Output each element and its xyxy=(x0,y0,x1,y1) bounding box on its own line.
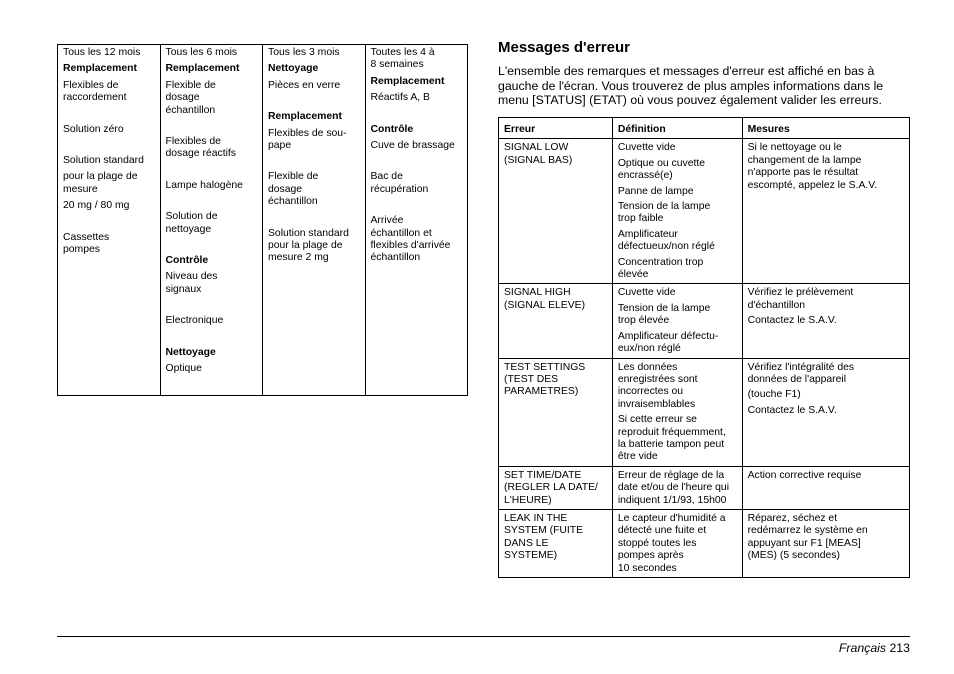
maintenance-column xyxy=(263,45,366,395)
measures-line: Action corrective requise xyxy=(747,469,862,481)
table-row xyxy=(499,466,910,509)
maintenance-heading: Contrôle xyxy=(370,123,414,135)
measures-line: Réparez, séchez et redémarrez le système en appuyant sur F1 [MEAS] (MES) (5 secondes) xyxy=(747,512,868,562)
maintenance-item: pour la plage de mesure xyxy=(63,171,138,195)
maintenance-heading: Remplacement xyxy=(63,63,137,75)
maintenance-heading: Remplacement xyxy=(268,111,342,123)
table-row xyxy=(499,358,910,466)
maintenance-item: Solution standard xyxy=(63,155,144,167)
maintenance-item: Solution standard pour la plage de mesure 2 mg xyxy=(268,227,349,264)
page-number: 213 xyxy=(889,641,910,655)
maintenance-item: Cassettes pompes xyxy=(63,231,110,256)
error-measures xyxy=(742,466,909,509)
maintenance-item: Flexible de dosage échantillon xyxy=(268,171,319,208)
footer-language: Français xyxy=(838,641,887,655)
footer-divider xyxy=(57,636,910,637)
error-definition xyxy=(612,358,742,466)
maintenance-item: 20 mg / 80 mg xyxy=(63,200,130,212)
error-definition xyxy=(612,509,742,577)
maintenance-item: Réactifs A, B xyxy=(370,92,430,104)
maintenance-item: Lampe halogène xyxy=(165,179,243,191)
maintenance-item: Solution zéro xyxy=(63,123,124,135)
measures-line: Vérifiez l'intégralité des données de l'appareil xyxy=(747,361,855,385)
error-measures xyxy=(742,139,909,284)
maintenance-heading: Remplacement xyxy=(370,75,445,87)
error-measures xyxy=(742,284,909,358)
definition-line: Amplificateur défectueux/non réglé xyxy=(617,228,715,253)
page-footer xyxy=(839,641,910,655)
maintenance-item: Optique xyxy=(165,363,202,375)
maintenance-item: Flexibles de sou- pape xyxy=(268,127,347,152)
section-intro: L'ensemble des remarques et messages d'erreur est affiché en bas à gauche de l'écran. Vous trouverez de plus amples informations dans le menu [STATUS] (ETAT) où vous pouvez également valider les erreurs. xyxy=(498,64,884,108)
maintenance-column xyxy=(161,45,264,395)
definition-line: Les données enregistrées sont incorrectes ou invraisemblables xyxy=(617,361,698,410)
definition-line: Concentration trop élevée xyxy=(617,256,704,281)
table-row xyxy=(499,509,910,577)
section-title: Messages d'erreur xyxy=(498,39,630,56)
header-error: Erreur xyxy=(499,118,613,139)
maintenance-heading: Nettoyage xyxy=(165,346,216,358)
definition-line: Tension de la lampe trop élevée xyxy=(617,302,711,327)
measures-line: Contactez le S.A.V. xyxy=(747,404,837,416)
error-code: SET TIME/DATE (REGLER LA DATE/ L'HEURE) xyxy=(499,466,613,509)
definition-line: Erreur de réglage de la date et/ou de l'heure qui indiquent 1/1/93, 15h00 xyxy=(617,469,729,506)
error-definition xyxy=(612,139,742,284)
maintenance-column xyxy=(58,45,161,395)
error-messages-table xyxy=(498,117,910,578)
error-definition xyxy=(612,284,742,358)
error-code: SIGNAL LOW (SIGNAL BAS) xyxy=(499,139,613,284)
table-header-row xyxy=(499,118,910,139)
definition-line: Cuvette vide xyxy=(617,142,676,154)
measures-line: Vérifiez le prélèvement d'échantillon xyxy=(747,287,854,311)
table-row xyxy=(499,139,910,284)
definition-line: Si cette erreur se reproduit fréquemment, la batterie tampon peut être vide xyxy=(617,414,726,463)
measures-line: Contactez le S.A.V. xyxy=(747,315,837,327)
maintenance-item: Tous les 3 mois xyxy=(268,47,340,58)
maintenance-item: Flexibles de dosage réactifs xyxy=(165,136,236,160)
definition-line: Le capteur d'humidité a détecté une fuite et stoppé toutes les pompes après 10 secondes xyxy=(617,512,726,574)
maintenance-heading: Remplacement xyxy=(165,63,240,75)
error-code: LEAK IN THE SYSTEM (FUITE DANS LE SYSTEME) xyxy=(499,509,613,577)
measures-line: Si le nettoyage ou le changement de la lampe n'apporte pas le résultat escompté, appelez le S.A.V. xyxy=(747,142,878,191)
maintenance-item: Electronique xyxy=(165,315,224,327)
maintenance-item: Niveau des signaux xyxy=(165,271,218,295)
error-measures xyxy=(742,358,909,466)
error-measures xyxy=(742,509,909,577)
error-code: TEST SETTINGS (TEST DES PARAMETRES) xyxy=(499,358,613,466)
maintenance-item: Flexibles de raccordement xyxy=(63,79,127,104)
error-code: SIGNAL HIGH (SIGNAL ELEVE) xyxy=(499,284,613,358)
maintenance-heading: Nettoyage xyxy=(268,63,319,75)
error-definition xyxy=(612,466,742,509)
definition-line: Panne de lampe xyxy=(617,185,694,197)
maintenance-item: Toutes les 4 à 8 semaines xyxy=(370,47,435,71)
maintenance-item: Tous les 6 mois xyxy=(165,47,238,58)
maintenance-item: Bac de récupération xyxy=(370,171,429,195)
maintenance-item: Tous les 12 mois xyxy=(63,47,141,58)
maintenance-item: Pièces en verre xyxy=(268,79,341,91)
maintenance-heading: Contrôle xyxy=(165,255,209,267)
maintenance-column xyxy=(366,45,468,395)
definition-line: Tension de la lampe trop faible xyxy=(617,201,711,225)
maintenance-schedule-table xyxy=(57,44,468,396)
table-row xyxy=(499,284,910,358)
measures-line: (touche F1) xyxy=(747,389,801,401)
definition-line: Cuvette vide xyxy=(617,287,676,299)
maintenance-item: Flexible de dosage échantillon xyxy=(165,79,216,116)
definition-line: Amplificateur défectu- eux/non réglé xyxy=(617,330,719,355)
header-definition: Définition xyxy=(612,118,742,139)
maintenance-item: Arrivée échantillon et flexibles d'arrivée échantillon xyxy=(370,215,451,264)
header-measures: Mesures xyxy=(742,118,909,139)
definition-line: Optique ou cuvette encrassé(e) xyxy=(617,157,706,182)
maintenance-item: Solution de nettoyage xyxy=(165,211,218,235)
maintenance-item: Cuve de brassage xyxy=(370,140,455,152)
